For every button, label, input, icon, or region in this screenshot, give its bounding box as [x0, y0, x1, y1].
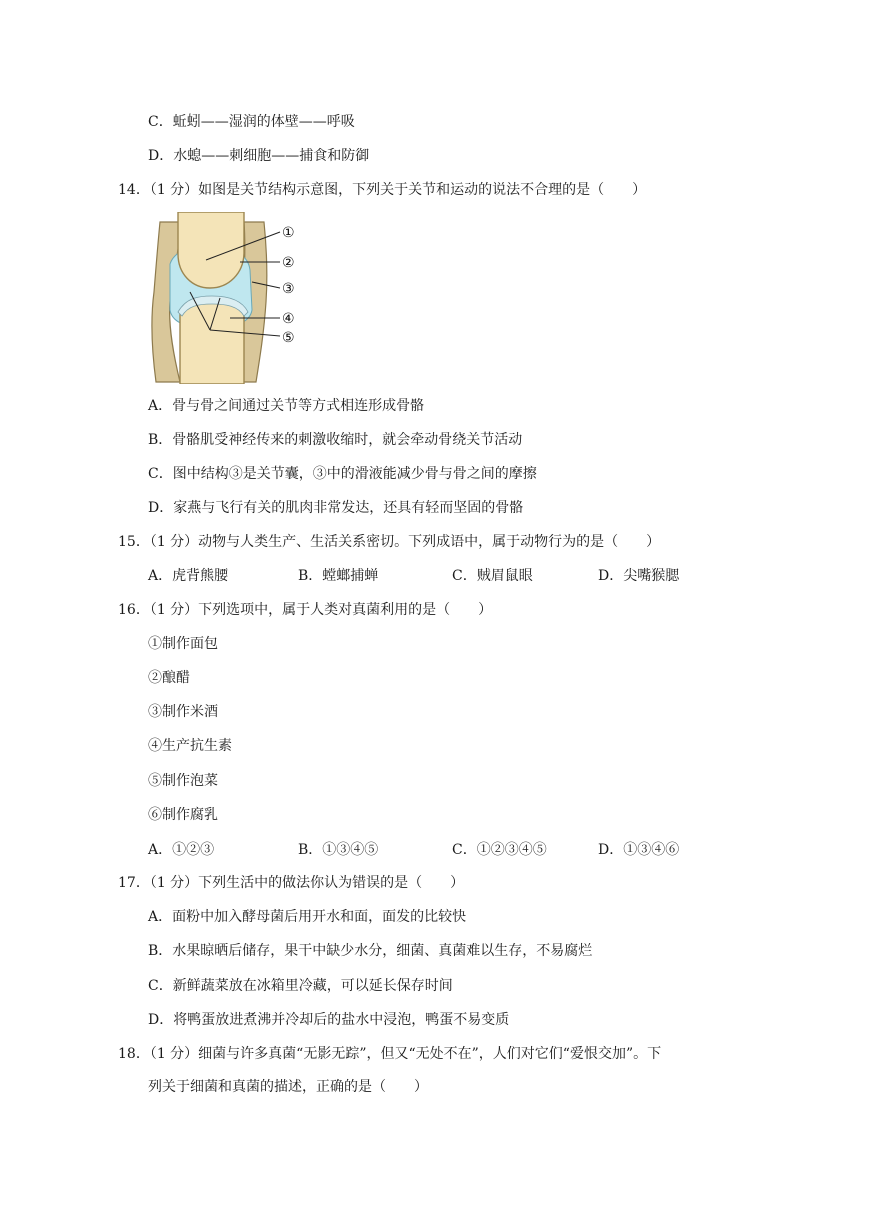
q16-option-b: B．①③④⑤ — [298, 842, 379, 858]
q13-option-d: D．水螅——刺细胞——捕食和防御 — [148, 148, 370, 164]
q17-option-c: C．新鲜蔬菜放在冰箱里冷藏，可以延长保存时间 — [148, 978, 453, 994]
q16-item: ④生产抗生素 — [148, 738, 232, 754]
joint-structure-diagram — [148, 212, 308, 384]
upper-bone — [178, 212, 244, 288]
figure-label-4: ④ — [282, 311, 295, 327]
q15-option-d: D．尖嘴猴腮 — [598, 568, 680, 584]
q14-option-b: B．骨骼肌受神经传来的刺激收缩时，就会牵动骨绕关节活动 — [148, 432, 523, 448]
q16-stem: 16．（1 分）下列选项中，属于人类对真菌利用的是（ ） — [118, 602, 493, 618]
q16-item: ③制作米酒 — [148, 704, 218, 720]
figure-label-2: ② — [282, 255, 295, 271]
q14-option-d: D．家燕与飞行有关的肌肉非常发达，还具有轻而坚固的骨骼 — [148, 500, 524, 516]
q18-stem-line2: 列关于细菌和真菌的描述，正确的是（ ） — [148, 1079, 428, 1095]
lower-bone — [180, 300, 244, 384]
q17-option-b: B．水果晾晒后储存，果干中缺少水分，细菌、真菌难以生存，不易腐烂 — [148, 943, 593, 959]
q16-item: ⑤制作泡菜 — [148, 773, 218, 789]
q17-option-a: A．面粉中加入酵母菌后用开水和面，面发的比较快 — [148, 909, 467, 925]
q18-stem-line1: 18．（1 分）细菌与许多真菌“无影无踪”，但又“无处不在”，人们对它们“爱恨交加”。下 — [118, 1046, 662, 1062]
q13-option-c: C．蚯蚓——湿润的体壁——呼吸 — [148, 114, 355, 130]
q16-option-a: A．①②③ — [148, 842, 215, 858]
q17-option-d: D．将鸭蛋放进煮沸并冷却后的盐水中浸泡，鸭蛋不易变质 — [148, 1012, 510, 1028]
q15-option-c: C．贼眉鼠眼 — [452, 568, 533, 584]
figure-label-5: ⑤ — [282, 330, 295, 346]
q16-item: ②酿醋 — [148, 670, 190, 686]
figure-label-3: ③ — [282, 281, 295, 297]
figure-label-1: ① — [282, 225, 295, 241]
q15-option-b: B．螳螂捕蝉 — [298, 568, 379, 584]
q16-option-c: C．①②③④⑤ — [452, 842, 547, 858]
q14-option-a: A．骨与骨之间通过关节等方式相连形成骨骼 — [148, 398, 425, 414]
q15-stem: 15．（1 分）动物与人类生产、生活关系密切。下列成语中，属于动物行为的是（ ） — [118, 534, 661, 550]
q16-item: ①制作面包 — [148, 636, 218, 652]
q16-option-d: D．①③④⑥ — [598, 842, 680, 858]
q16-item: ⑥制作腐乳 — [148, 807, 218, 823]
q15-option-a: A．虎背熊腰 — [148, 568, 229, 584]
q17-stem: 17．（1 分）下列生活中的做法你认为错误的是（ ） — [118, 875, 465, 891]
q14-stem: 14．（1 分）如图是关节结构示意图，下列关于关节和运动的说法不合理的是（ ） — [118, 182, 647, 198]
q14-option-c: C．图中结构③是关节囊，③中的滑液能减少骨与骨之间的摩擦 — [148, 466, 537, 482]
